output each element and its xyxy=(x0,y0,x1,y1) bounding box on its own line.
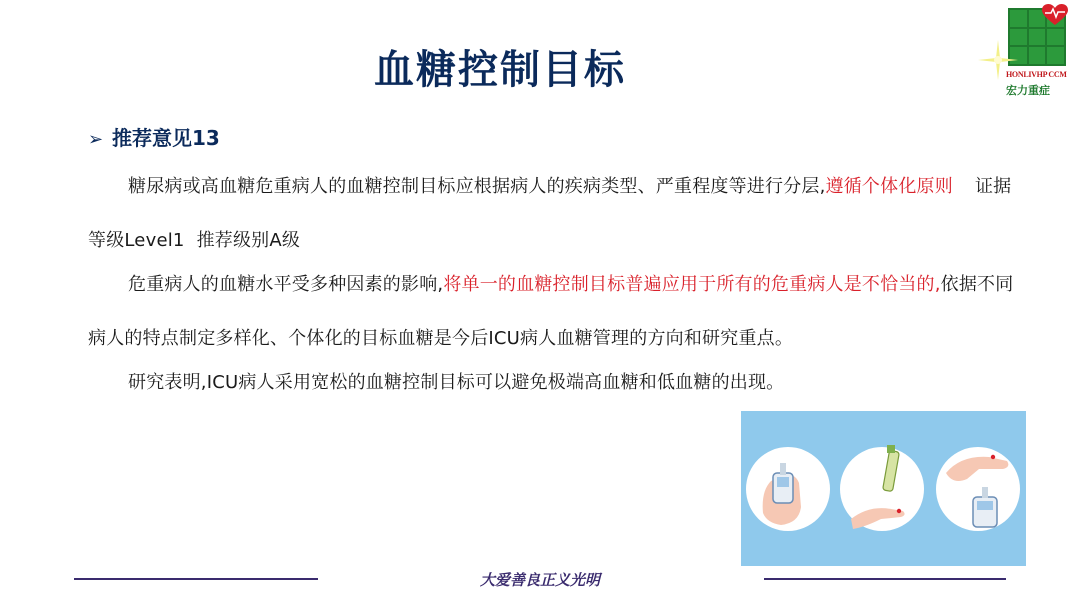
paragraph2-text-b: 依据不同病人的特点制定多样化、个体化的目标血糖是今后ICU病人血糖管理的方向和研究重点。 xyxy=(88,274,1014,349)
paragraph-research xyxy=(88,356,1018,410)
recommendation-heading xyxy=(88,122,220,151)
evidence-level: 证据等级Level1 xyxy=(88,176,1012,251)
paragraph-factors xyxy=(88,258,1018,366)
brand-chinese-name: 宏力重症 xyxy=(1006,84,1050,97)
paragraph1-highlight: 遵循个体化原则 xyxy=(825,176,953,197)
heart-icon xyxy=(1042,4,1068,26)
slide-title: 血糖控制目标 xyxy=(374,47,626,93)
paragraph3-text: 研究表明,ICU病人采用宽松的血糖控制目标可以避免极端高血糖和低血糖的出现。 xyxy=(128,372,785,393)
recommendation-level: 推荐级别A级 xyxy=(196,230,301,251)
footer-motto: 大爱善良正义光明 xyxy=(479,571,600,589)
paragraph-recommendation xyxy=(88,160,1018,268)
paragraph1-text: 糖尿病或高血糖危重病人的血糖控制目标应根据病人的疾病类型、严重程度等进行分层, xyxy=(128,176,826,197)
arrow-bullet-icon: ➢ xyxy=(88,129,104,150)
paragraph2-text-a: 危重病人的血糖水平受多种因素的影响, xyxy=(128,274,444,295)
recommendation-heading-text: 推荐意见13 xyxy=(112,126,220,150)
glucose-testing-icon xyxy=(741,411,1026,566)
brand-logo xyxy=(980,4,1076,100)
paragraph2-highlight: 将单一的血糖控制目标普遍应用于所有的危重病人是不恰当的, xyxy=(443,274,941,295)
glucose-testing-illustration xyxy=(741,411,1026,566)
brand-english-name: HONLIVHP CCM xyxy=(1006,70,1067,79)
footer-divider-right xyxy=(764,578,1006,580)
